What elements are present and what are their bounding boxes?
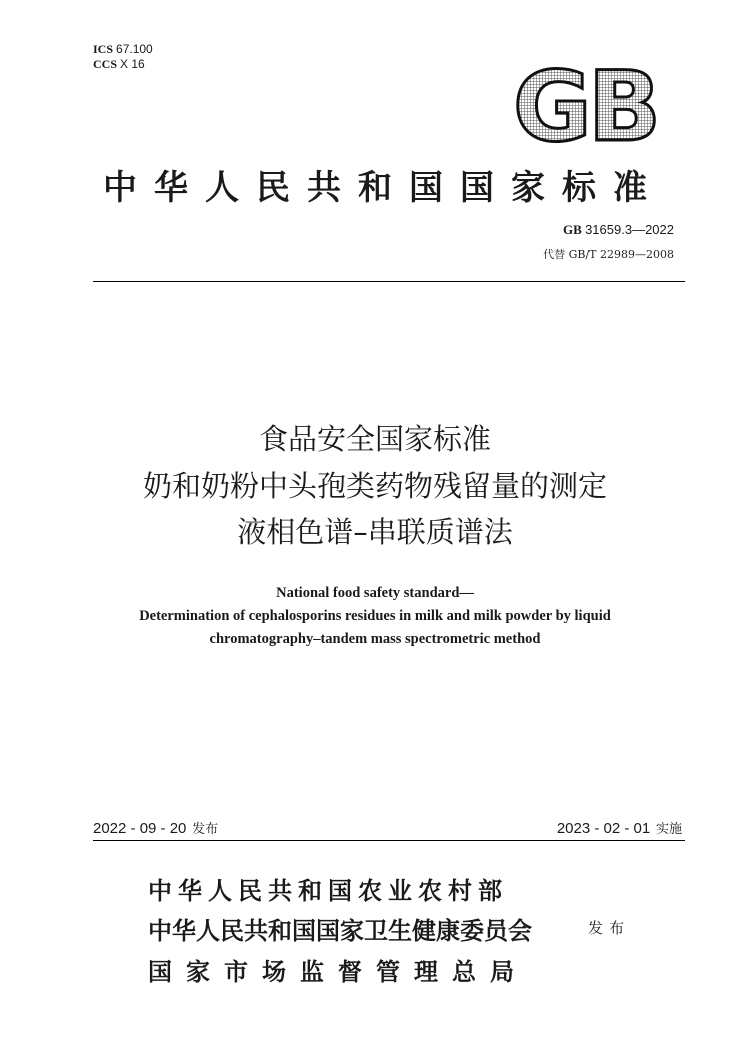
- implement-date-value: 2023 - 02 - 01: [556, 820, 651, 837]
- standard-number: [563, 222, 674, 238]
- ccs-code: [93, 57, 153, 72]
- implement-date: [557, 818, 682, 838]
- title-en-line1: National food safety standard—: [276, 585, 474, 601]
- gb-logo: [506, 60, 664, 148]
- footer-divider: [93, 840, 685, 841]
- issuer-health-commission: 中华人民共和国国家卫生健康委员会: [148, 916, 532, 945]
- release-date: [93, 818, 218, 838]
- title-cn-line2: 奶和奶粉中头孢类药物残留量的测定: [142, 469, 607, 503]
- title-en-line3: chromatography–tandem mass spectrometric method: [209, 631, 541, 647]
- classification-codes: [93, 42, 153, 72]
- title-en: [60, 582, 690, 651]
- release-label: 发布: [192, 822, 219, 837]
- ccs-value: X 16: [120, 57, 145, 71]
- standard-type-title: 中华人民共和国国家标准: [103, 168, 664, 208]
- issuer-ministry-agriculture: 中华人民共和国农业农村部: [148, 876, 508, 905]
- ics-label: ICS: [93, 42, 114, 56]
- release-date-value: 2022 - 09 - 20: [93, 820, 187, 837]
- ics-code: [93, 42, 153, 57]
- header-divider: [93, 281, 685, 282]
- gb-logo-text: GB: [513, 60, 657, 148]
- implement-label: 实施: [655, 822, 682, 837]
- ccs-label: CCS: [93, 57, 118, 71]
- title-cn-line1: 食品安全国家标准: [258, 422, 491, 456]
- ics-value: 67.100: [116, 42, 153, 56]
- standard-number-value: 31659.3—2022: [585, 222, 674, 237]
- title-cn-line3: 液相色谱–串联质谱法: [237, 515, 513, 549]
- standard-number-prefix: GB: [563, 222, 582, 237]
- issue-label: 发布: [588, 919, 631, 937]
- issuer-market-regulation: 国家市场监督管理总局: [148, 957, 528, 986]
- title-en-line2: Determination of cephalosporins residues in milk and milk powder by liquid: [139, 608, 611, 624]
- replaces-standard: 代替 GB/T 22989—2008: [543, 248, 674, 261]
